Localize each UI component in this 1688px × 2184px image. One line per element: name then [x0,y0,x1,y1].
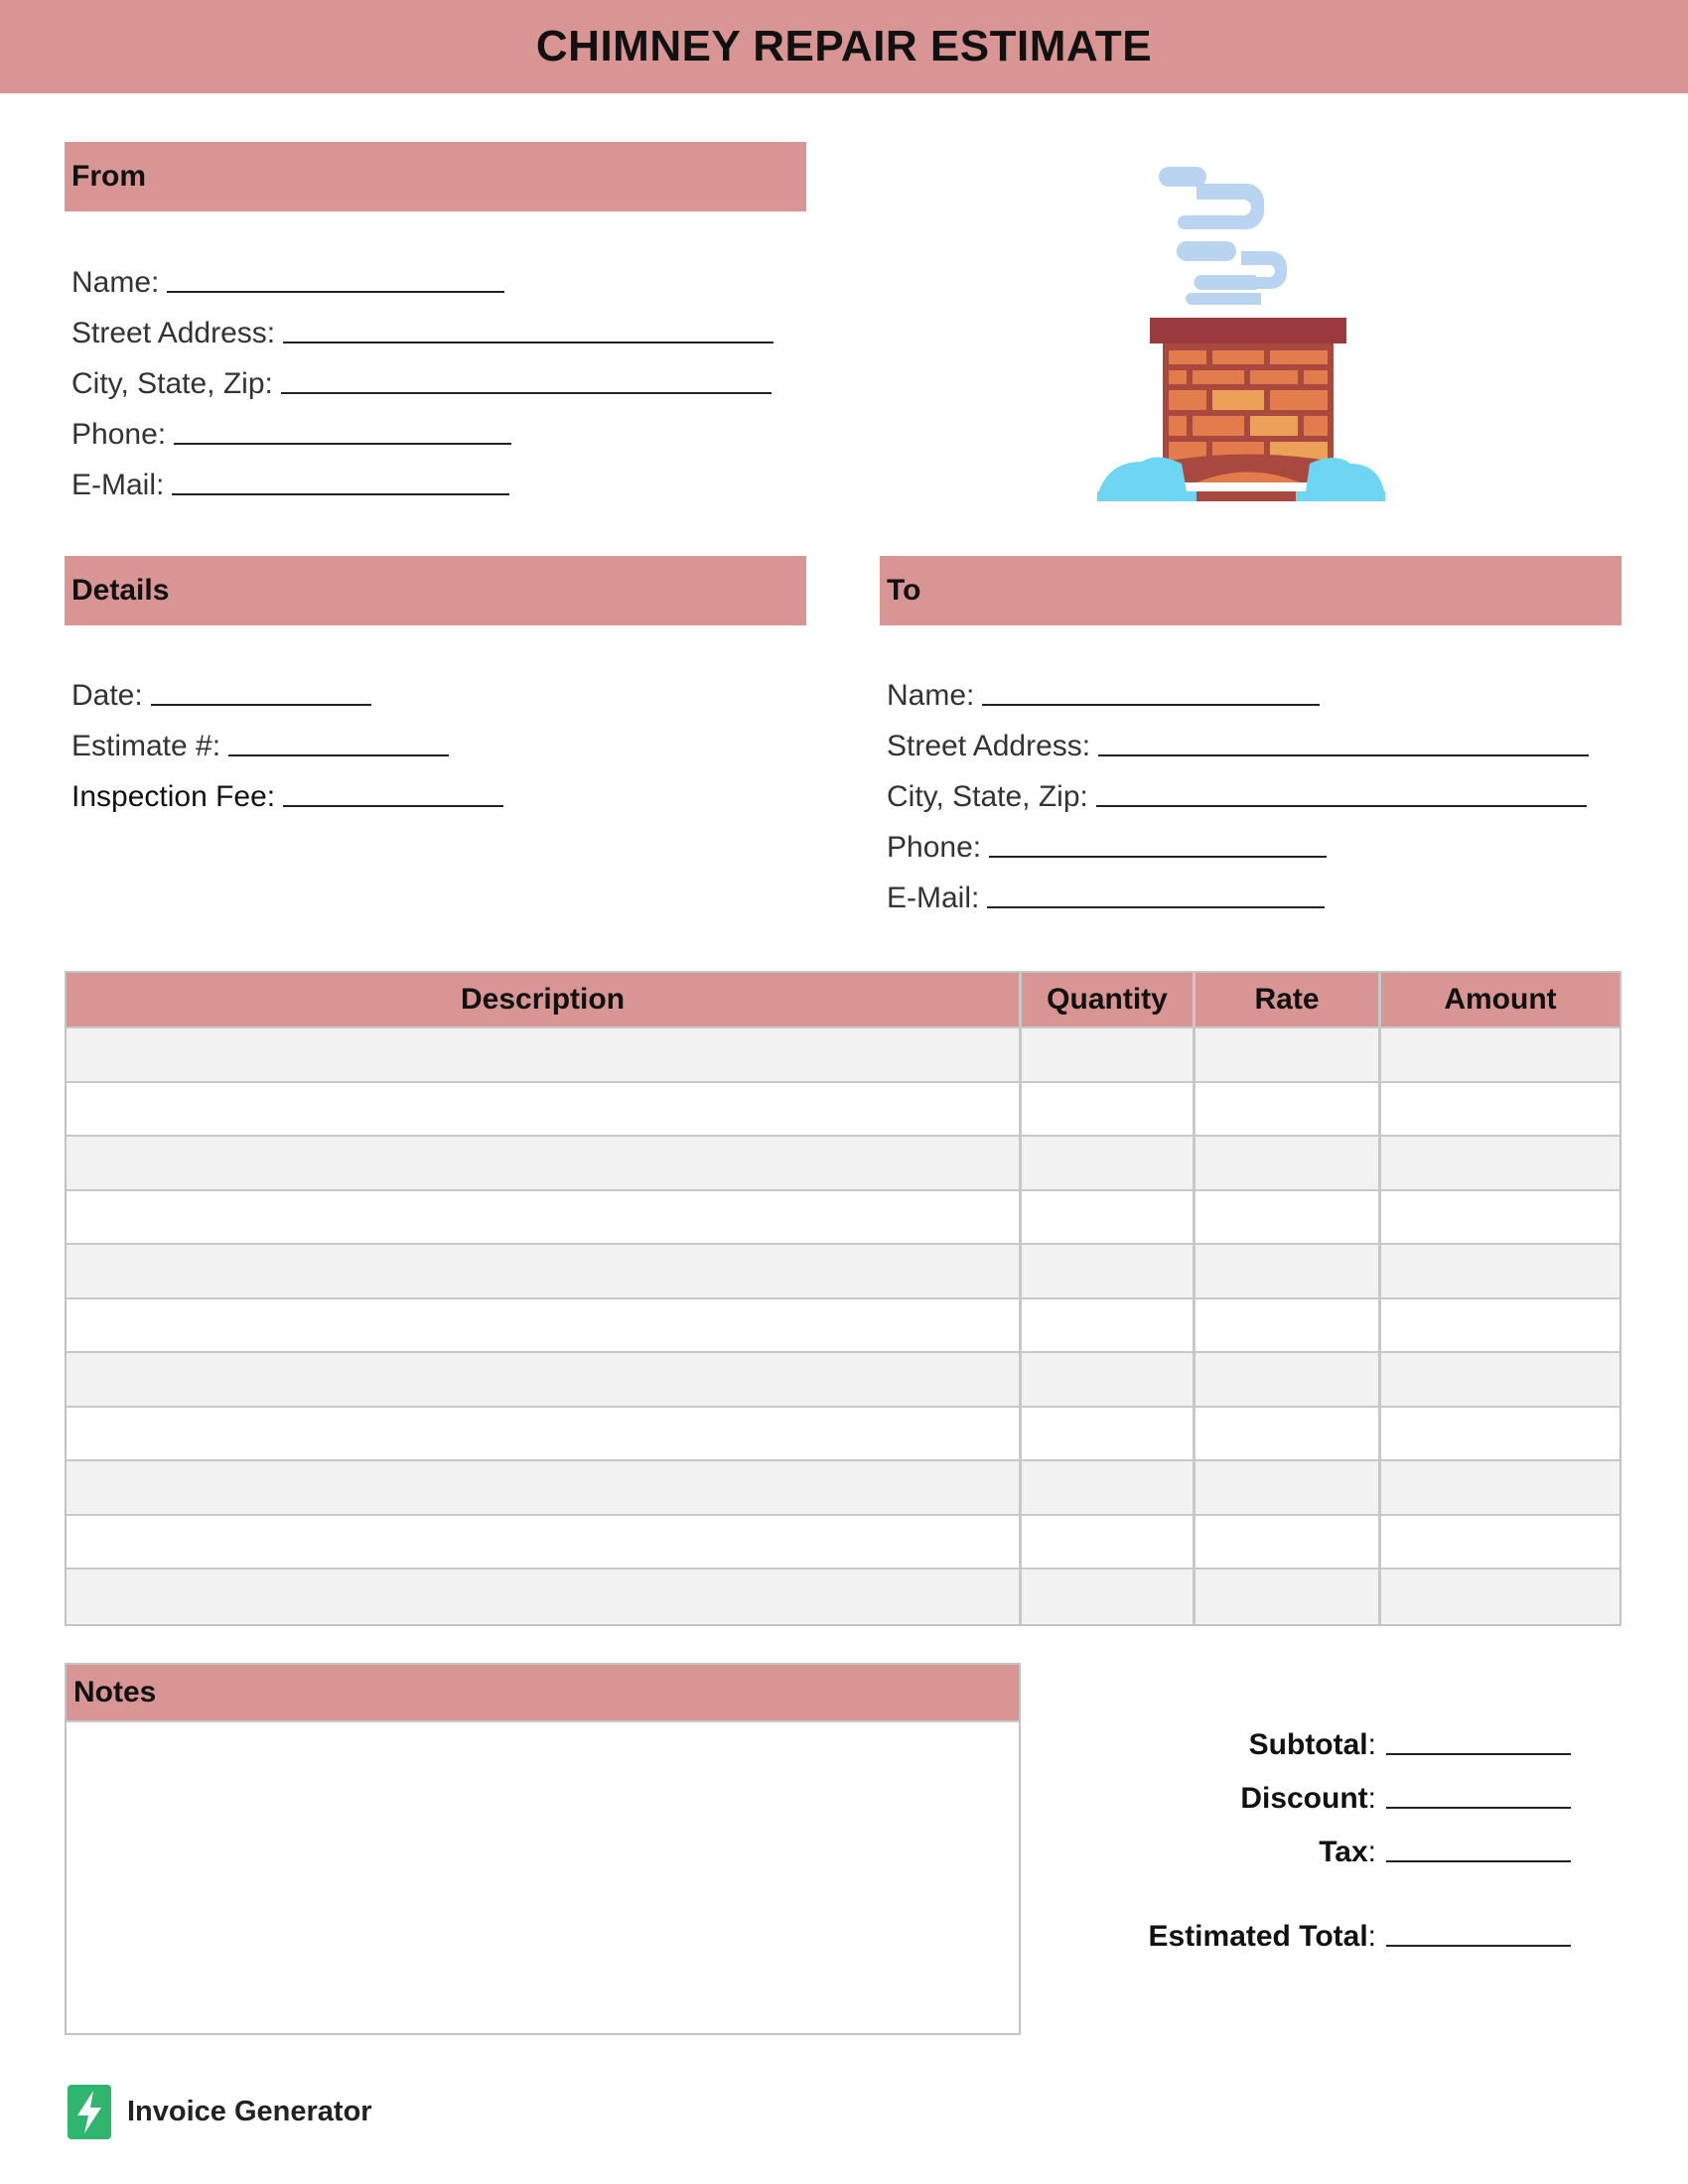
quantity-cell[interactable] [1022,1245,1196,1299]
from-section-header [65,142,806,211]
amount-cell[interactable] [1381,1516,1619,1570]
amount-cell[interactable] [1381,1245,1619,1299]
discount-label: Discount [1240,1782,1368,1815]
rate-cell[interactable] [1196,1028,1381,1083]
description-cell[interactable] [67,1245,1022,1299]
quantity-cell[interactable] [1022,1083,1196,1138]
subtotal-line[interactable] [1386,1753,1571,1755]
details-estimate-field[interactable] [71,724,449,763]
amount-cell[interactable] [1381,1083,1619,1138]
tax-line[interactable] [1386,1860,1571,1862]
tax-field[interactable]: Tax : [1319,1830,1571,1869]
table-row [67,1028,1619,1083]
notes-section-header [67,1665,1019,1720]
notes-textarea[interactable] [67,1720,1019,2033]
description-header: Description [67,973,1022,1028]
from-phone-line[interactable] [174,443,511,445]
from-street-line[interactable] [283,341,774,343]
table-row [67,1570,1619,1624]
brand-name: Invoice Generator [127,2096,372,2127]
estimate-number-line[interactable] [228,754,449,756]
from-city-label: City, State, Zip: [71,367,273,400]
to-email-line[interactable] [987,906,1325,908]
quantity-cell[interactable] [1022,1408,1196,1462]
table-row [67,1191,1619,1246]
amount-cell[interactable] [1381,1191,1619,1246]
rate-cell[interactable] [1196,1083,1381,1138]
chimney-icon [1097,164,1385,503]
quantity-cell[interactable] [1022,1028,1196,1083]
to-email-label: E-Mail: [887,882,980,914]
details-date-field[interactable] [71,673,371,713]
to-name-label: Name: [887,679,975,712]
rate-cell[interactable] [1196,1299,1381,1354]
description-cell[interactable] [67,1570,1022,1624]
description-cell[interactable] [67,1191,1022,1246]
to-phone-label: Phone: [887,831,982,864]
quantity-cell[interactable] [1022,1299,1196,1354]
quantity-cell[interactable] [1022,1137,1196,1191]
table-row [67,1408,1619,1462]
details-heading: Details [71,574,170,607]
amount-cell[interactable] [1381,1461,1619,1516]
from-street-field[interactable] [71,311,774,350]
discount-field[interactable]: Discount : [1240,1776,1571,1816]
from-city-field[interactable] [71,361,772,401]
rate-cell[interactable] [1196,1461,1381,1516]
date-label: Date: [71,679,143,712]
line-items-table [65,971,1621,1626]
description-cell[interactable] [67,1461,1022,1516]
quantity-cell[interactable] [1022,1461,1196,1516]
description-cell[interactable] [67,1299,1022,1354]
amount-header: Amount [1381,973,1619,1028]
amount-cell[interactable] [1381,1028,1619,1083]
subtotal-field[interactable]: Subtotal : [1249,1722,1571,1762]
amount-cell[interactable] [1381,1299,1619,1354]
to-section-header [880,556,1621,625]
table-row [67,1245,1619,1299]
rate-cell[interactable] [1196,1516,1381,1570]
to-email-field[interactable] [887,876,1325,915]
estimate-number-label: Estimate #: [71,730,221,762]
to-city-line[interactable] [1096,805,1587,807]
from-name-label: Name: [71,266,160,299]
inspection-fee-line[interactable] [283,805,503,807]
amount-cell[interactable] [1381,1137,1619,1191]
from-name-line[interactable] [167,291,504,293]
table-row [67,1137,1619,1191]
title-bar [0,0,1688,93]
to-heading: To [887,574,921,607]
rate-cell[interactable] [1196,1191,1381,1246]
from-city-line[interactable] [281,392,772,394]
table-row [67,1299,1619,1354]
to-phone-line[interactable] [989,856,1327,858]
notes-heading: Notes [73,1676,157,1708]
from-phone-label: Phone: [71,418,167,451]
description-cell[interactable] [67,1516,1022,1570]
footer-brand [68,2085,372,2139]
rate-cell[interactable] [1196,1353,1381,1408]
details-section-header [65,556,806,625]
lightning-bolt-icon [68,2085,111,2139]
table-row [67,1516,1619,1570]
rate-header: Rate [1196,973,1381,1028]
estimated-total-line[interactable] [1386,1945,1571,1947]
to-name-field[interactable] [887,673,1320,713]
rate-cell[interactable] [1196,1408,1381,1462]
quantity-cell[interactable] [1022,1353,1196,1408]
to-city-field[interactable] [887,774,1587,814]
description-cell[interactable] [67,1137,1022,1191]
description-cell[interactable] [67,1083,1022,1138]
estimated-total-field[interactable]: Estimated Total : [1149,1914,1572,1954]
document-title: CHIMNEY REPAIR ESTIMATE [535,22,1153,70]
quantity-cell[interactable] [1022,1570,1196,1624]
table-header-row [67,973,1619,1028]
discount-line[interactable] [1386,1807,1571,1809]
description-cell[interactable] [67,1353,1022,1408]
description-cell[interactable] [67,1028,1022,1083]
to-phone-field[interactable] [887,825,1327,865]
from-heading: From [71,160,146,193]
from-email-field[interactable] [71,463,509,502]
description-cell[interactable] [67,1408,1022,1462]
inspection-fee-label: Inspection Fee: [71,780,276,813]
quantity-cell[interactable] [1022,1516,1196,1570]
tax-label: Tax [1319,1836,1368,1868]
from-email-line[interactable] [172,493,509,495]
amount-cell[interactable] [1381,1408,1619,1462]
rate-cell[interactable] [1196,1245,1381,1299]
from-email-label: E-Mail: [71,469,165,501]
table-row [67,1083,1619,1138]
amount-cell[interactable] [1381,1570,1619,1624]
details-inspection-fee-field[interactable] [71,774,503,814]
estimated-total-label: Estimated Total [1148,1920,1368,1953]
to-street-field[interactable] [887,724,1589,763]
table-row [67,1461,1619,1516]
subtotal-label: Subtotal [1248,1728,1368,1761]
rate-cell[interactable] [1196,1570,1381,1624]
quantity-header: Quantity [1022,973,1196,1028]
quantity-cell[interactable] [1022,1191,1196,1246]
notes-box [65,1663,1021,2035]
from-phone-field[interactable] [71,412,511,452]
amount-cell[interactable] [1381,1353,1619,1408]
to-street-label: Street Address: [887,730,1091,762]
from-street-label: Street Address: [71,317,276,349]
to-street-line[interactable] [1098,754,1589,756]
from-name-field[interactable] [71,260,504,300]
table-row [67,1353,1619,1408]
rate-cell[interactable] [1196,1137,1381,1191]
to-city-label: City, State, Zip: [887,780,1088,813]
to-name-line[interactable] [982,704,1320,706]
date-line[interactable] [151,704,371,706]
